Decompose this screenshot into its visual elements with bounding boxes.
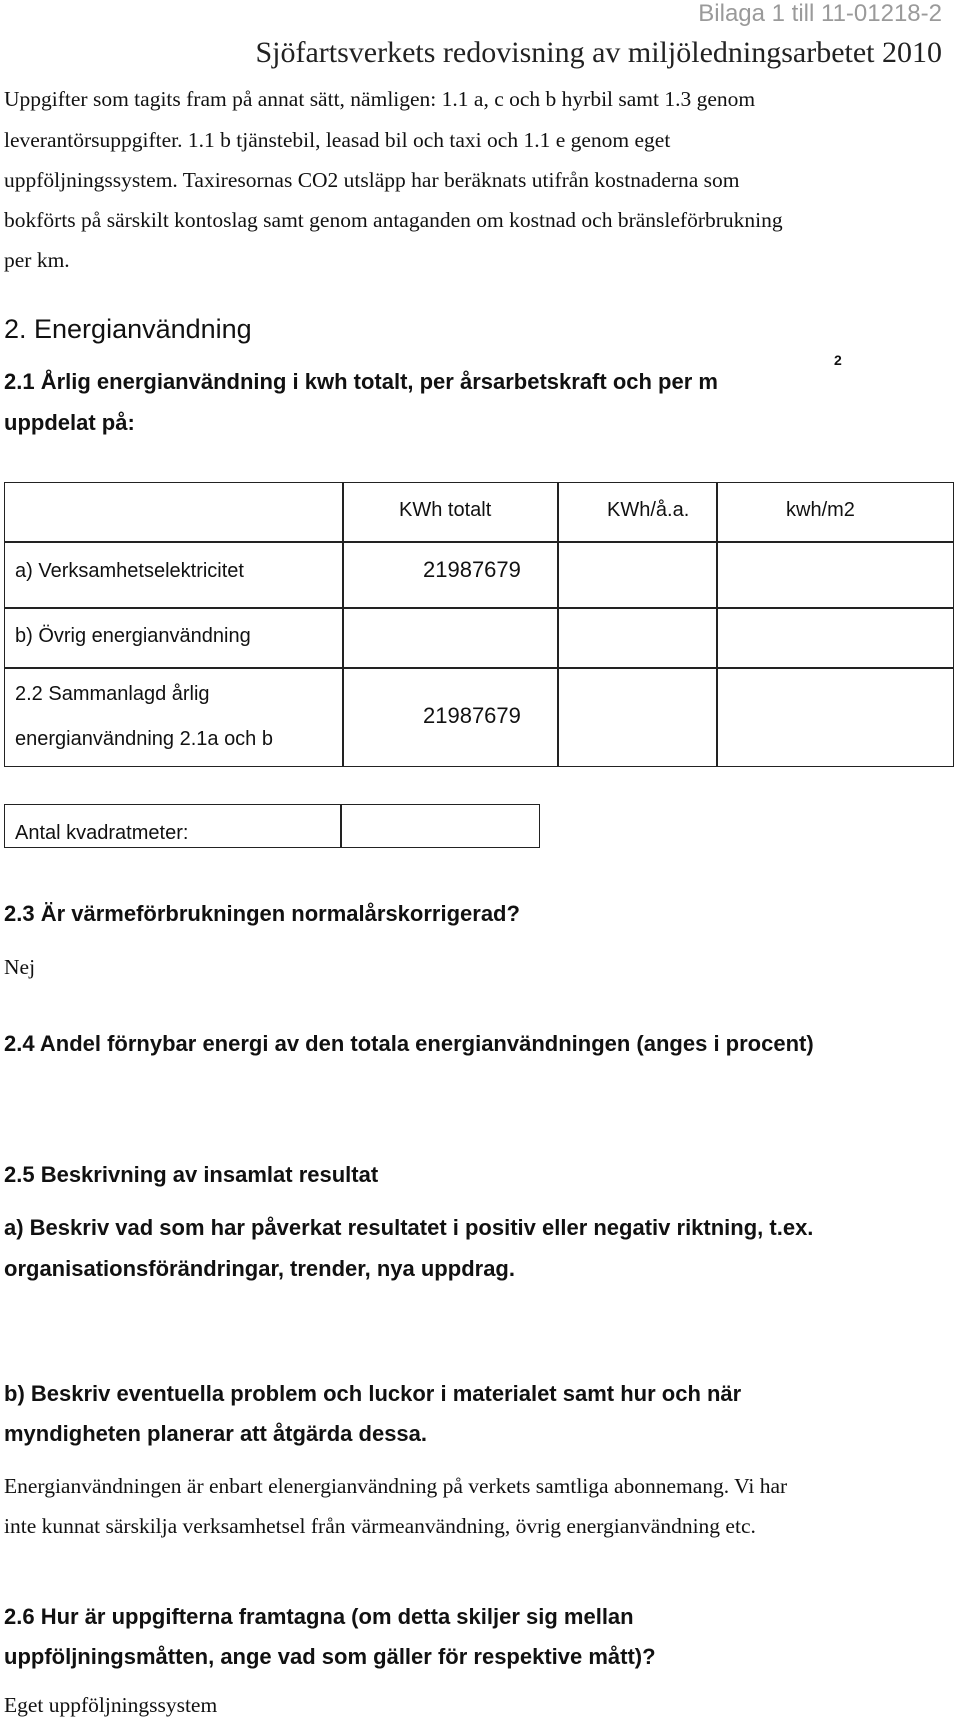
intro-line: bokförts på särskilt kontoslag samt genom antaganden om kostnad och bränsleförbrukning	[4, 208, 783, 232]
column-header-kwh-aa: KWh/å.a.	[607, 499, 690, 521]
value-verksamhetselektricitet-kwh-totalt: 21987679	[423, 557, 521, 582]
question-2-5-a-line2: organisationsförändringar, trender, nya uppdrag.	[4, 1256, 515, 1281]
column-header-kwh-totalt: KWh totalt	[399, 499, 492, 521]
question-2-6-line2: uppföljningsmåtten, ange vad som gäller för respektive mått)?	[4, 1644, 656, 1669]
subsection-2-5-heading: 2.5 Beskrivning av insamlat resultat	[4, 1162, 379, 1187]
column-header-kwh-m2: kwh/m2	[786, 499, 855, 521]
intro-line: per km.	[4, 248, 70, 272]
kvadratmeter-box	[4, 804, 540, 848]
document-title: Sjöfartsverkets redovisning av miljöledningsarbetet 2010	[255, 36, 942, 69]
question-2-5-b-line2: myndigheten planerar att åtgärda dessa.	[4, 1421, 428, 1446]
row-label-ovrig-energianvandning: b) Övrig energianvändning	[15, 625, 251, 647]
value-sammanlagd-kwh-totalt: 21987679	[423, 703, 521, 728]
superscript-2: 2	[834, 352, 842, 368]
row-label-sammanlagd-line1: 2.2 Sammanlagd årlig	[15, 683, 210, 705]
intro-line: uppföljningssystem. Taxiresornas CO2 utsläpp har beräknats utifrån kostnaderna som	[4, 168, 740, 192]
kvadratmeter-label: Antal kvadratmeter:	[15, 822, 189, 844]
subsection-2-4-heading: 2.4 Andel förnybar energi av den totala energianvändningen (anges i procent)	[4, 1031, 814, 1056]
section-heading-energianvandning: 2. Energianvändning	[4, 314, 252, 344]
subsection-2-3-heading: 2.3 Är värmeförbrukningen normalårskorrigerad?	[4, 901, 520, 926]
answer-2-3: Nej	[4, 955, 36, 979]
appendix-label: Bilaga 1 till 11-01218-2	[698, 0, 942, 27]
subsection-2-1-heading	[4, 369, 718, 395]
row-label-verksamhetselektricitet: a) Verksamhetselektricitet	[15, 560, 244, 582]
question-2-5-a-line1: a) Beskriv vad som har påverkat resultatet i positiv eller negativ riktning, t.ex.	[4, 1215, 814, 1240]
intro-line: Uppgifter som tagits fram på annat sätt, nämligen: 1.1 a, c och b hyrbil samt 1.3 genom	[4, 87, 756, 111]
question-2-5-b-line1: b) Beskriv eventuella problem och luckor i materialet samt hur och när	[4, 1381, 742, 1406]
energy-table	[4, 482, 954, 767]
answer-2-5-b-line1: Energianvändningen är enbart elenergianvändning på verkets samtliga abonnemang. Vi har	[4, 1474, 788, 1498]
subsection-2-1-continued: uppdelat på:	[4, 410, 135, 435]
answer-2-6: Eget uppföljningssystem	[4, 1693, 218, 1717]
answer-2-5-b-line2: inte kunnat särskilja verksamhetsel från värmeanvändning, övrig energianvändning etc.	[4, 1514, 756, 1538]
question-2-6-line1: 2.6 Hur är uppgifterna framtagna (om detta skiljer sig mellan	[4, 1604, 634, 1629]
intro-line: leverantörsuppgifter. 1.1 b tjänstebil, leasad bil och taxi och 1.1 e genom eget	[4, 128, 671, 152]
subsection-2-1-text: 2.1 Årlig energianvändning i kwh totalt, per årsarbetskraft och per m	[4, 369, 718, 394]
row-label-sammanlagd-line2: energianvändning 2.1a och b	[15, 728, 273, 750]
